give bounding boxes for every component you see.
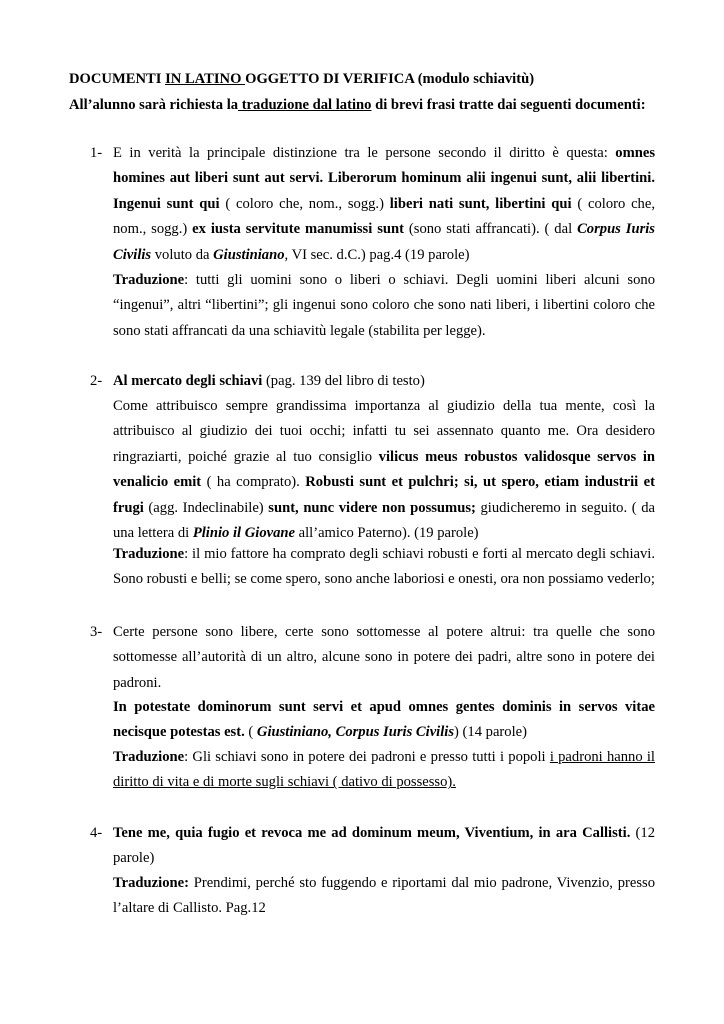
text-segment: giudicheremo in seguito. ( da una lettera di bbox=[113, 499, 655, 542]
item-number: 2- bbox=[90, 373, 103, 389]
source-author: Plinio il Giovane bbox=[192, 525, 295, 542]
text-segment: (agg. Indeclinabile) bbox=[143, 499, 269, 516]
text-segment: ( bbox=[244, 724, 257, 741]
translation-label: Traduzione bbox=[113, 272, 185, 288]
translation-underlined-text: i padroni hanno il diritto di vita e di morte sugli schiavi ( dativo di possesso). bbox=[113, 749, 655, 791]
latin-text: sunt, nunc videre non possumus; bbox=[268, 499, 476, 516]
text-segment: all’amico Paterno). (19 parole) bbox=[294, 525, 479, 542]
item-latin-paragraph bbox=[113, 821, 655, 872]
latin-text: In potestate dominorum sunt servi et apud omnes gentes dominis in servos vitae necisque potestas est. bbox=[113, 699, 655, 741]
item-number: 4- bbox=[90, 825, 103, 841]
text-segment: voluto da bbox=[151, 246, 214, 263]
translation-text: : tutti gli uomini sono o liberi o schiavi. Degli uomini liberi alcuni sono “ingenui”, altri “libertini”; gli ingenui sono coloro che sono nati liberi, i libertini coloro che sono stati affrancati da una schiavitù legale (stabilita per legge). bbox=[113, 272, 655, 339]
text-segment: (12 parole) bbox=[113, 825, 655, 867]
item-title-reference: (pag. 139 del libro di testo) bbox=[262, 373, 425, 389]
item-latin-paragraph bbox=[113, 141, 655, 268]
text-segment: E in verità la principale distinzione tra le persone secondo il diritto è questa: bbox=[113, 145, 616, 161]
latin-text: ex iusta servitute manumissi sunt bbox=[192, 221, 404, 238]
item-translation bbox=[113, 871, 655, 922]
latin-text: omnes homines aut liberi sunt aut servi. Liberorum hominum alii ingenui sunt, alii libertini. Ingenui sunt qui bbox=[113, 145, 655, 212]
text-segment: ( ha comprato). bbox=[201, 474, 306, 491]
header-line-2 bbox=[69, 92, 669, 118]
item-title: Al mercato degli schiavi bbox=[113, 373, 263, 389]
source-title: Corpus Iuris Civilis bbox=[113, 221, 655, 263]
translation-text: : Gli schiavi sono in potere dei padroni e presso tutti i popoli bbox=[184, 749, 550, 765]
item-translation bbox=[113, 542, 655, 593]
item-number: 3- bbox=[90, 624, 103, 640]
header-line-1-underlined: IN LATINO bbox=[165, 71, 246, 87]
text-segment: ( coloro che, nom., sogg.) bbox=[113, 195, 655, 238]
latin-text: vilicus meus robustos validosque servos in venalicio emit bbox=[113, 448, 655, 491]
item-translation bbox=[113, 268, 655, 344]
translation-label: Traduzione bbox=[113, 546, 185, 562]
text-segment: Certe persone sono libere, certe sono sottomesse al potere altrui: tra quelle che sono sottomesse all’autorità di un altro, alcune sono in potere dei padri, altre sono in potere dei padroni. bbox=[113, 624, 655, 691]
item-latin-paragraph bbox=[113, 394, 655, 546]
latin-text: Robusti sunt et pulchri; si, ut spero, etiam industrii et frugi bbox=[113, 474, 655, 516]
text-segment: , VI sec. d.C.) pag.4 (19 parole) bbox=[284, 246, 470, 263]
translation-text: : il mio fattore ha comprato degli schiavi robusti e forti al mercato degli schiavi. Sono robusti e belli; se come spero, sono anche laboriosi e onesti, ora non possiamo vederlo; bbox=[113, 546, 655, 588]
translation-label: Traduzione: bbox=[113, 875, 189, 891]
source-title: Giustiniano, Corpus Iuris Civilis bbox=[256, 724, 455, 741]
translation-text: Prendimi, perché sto fuggendo e riportami dal mio padrone, Vivenzio, presso l’altare di Callisto. Pag.12 bbox=[113, 875, 655, 917]
header-line-1-part-b: OGGETTO DI VERIFICA (modulo schiavitù) bbox=[245, 71, 535, 87]
header-line-1-part-a: DOCUMENTI bbox=[69, 71, 166, 87]
source-author: Giustiniano bbox=[213, 246, 285, 263]
item-number: 1- bbox=[90, 145, 103, 161]
item-title-line bbox=[113, 369, 655, 394]
document-header bbox=[69, 66, 669, 118]
text-segment: Come attribuisco sempre grandissima importanza al giudizio della tua mente, così la attribuisco al giudizio dei tuoi occhi; infatti tu sei assennato quanto me. Ora desidero ringraziarti, poiché grazie al tuo consiglio bbox=[113, 398, 655, 465]
item-italian-paragraph bbox=[113, 620, 655, 696]
text-segment: ) (14 parole) bbox=[454, 724, 527, 741]
item-latin-paragraph bbox=[113, 695, 655, 746]
text-segment: ( coloro che, nom., sogg.) bbox=[219, 195, 390, 212]
header-line-2-part-b: di brevi frasi tratte dai seguenti documenti: bbox=[371, 97, 646, 113]
text-segment: (sono stati affrancati). ( dal bbox=[403, 221, 578, 238]
item-translation bbox=[113, 745, 655, 796]
header-line-2-underlined: traduzione dal latino bbox=[238, 97, 372, 113]
translation-label: Traduzione bbox=[113, 749, 185, 765]
header-line-2-part-a: All’alunno sarà richiesta la bbox=[69, 97, 239, 113]
latin-text: Tene me, quia fugio et revoca me ad dominum meum, Viventium, in ara Callisti. bbox=[113, 825, 631, 841]
header-line-1 bbox=[69, 66, 669, 92]
latin-text: liberi nati sunt, libertini qui bbox=[389, 195, 572, 212]
